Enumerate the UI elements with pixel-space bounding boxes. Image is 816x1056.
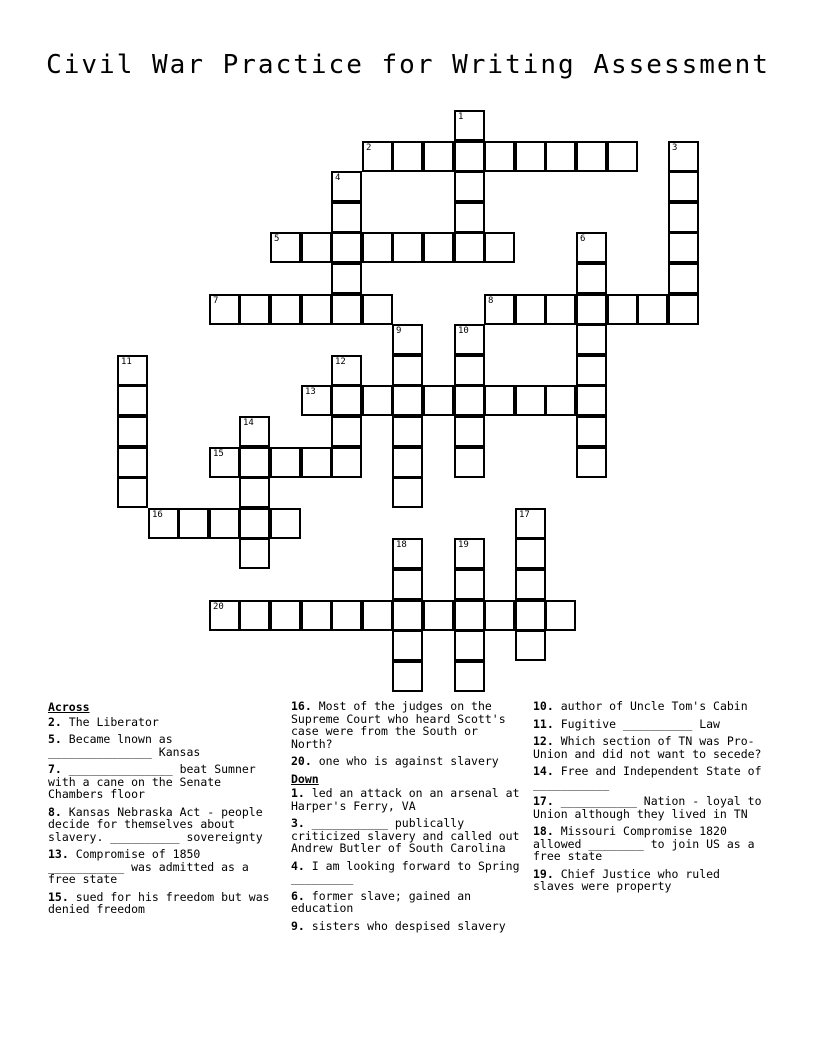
clue-across-5: 5. Became lnown as _______________ Kansas — [48, 732, 201, 759]
clue-down-10: 10. author of Uncle Tom's Cabin — [533, 699, 748, 713]
grid-cell[interactable] — [239, 538, 270, 569]
grid-cell[interactable] — [454, 661, 485, 692]
grid-cell-number: 10 — [458, 326, 469, 336]
grid-cell[interactable] — [545, 385, 576, 416]
grid-cell[interactable] — [454, 141, 485, 172]
grid-cell[interactable] — [392, 538, 423, 569]
grid-cell[interactable] — [515, 569, 546, 600]
grid-cell[interactable] — [117, 477, 148, 508]
grid-cell[interactable] — [270, 600, 301, 631]
grid-cell[interactable] — [331, 232, 362, 263]
grid-cell[interactable] — [117, 385, 148, 416]
grid-cell[interactable] — [515, 508, 546, 539]
clue-down-9: 9. sisters who despised slavery — [291, 918, 506, 933]
grid-cell-number: 11 — [121, 357, 132, 367]
grid-cell[interactable] — [515, 630, 546, 661]
grid-cell[interactable] — [301, 294, 332, 325]
grid-cell[interactable] — [239, 600, 270, 631]
grid-cell[interactable] — [301, 385, 332, 416]
clue-across-15: 15. sued for his freedom but was denied freedom — [48, 889, 270, 916]
grid-cell[interactable] — [117, 355, 148, 386]
grid-cell[interactable] — [545, 600, 576, 631]
grid-cell-number: 12 — [335, 357, 346, 367]
grid-cell[interactable] — [668, 232, 699, 263]
grid-cell-number: 9 — [396, 326, 402, 336]
grid-cell[interactable] — [454, 630, 485, 661]
grid-cell[interactable] — [117, 416, 148, 447]
grid-cell-number: 13 — [305, 387, 316, 397]
grid-cell[interactable] — [392, 477, 423, 508]
grid-cell[interactable] — [545, 141, 576, 172]
grid-cell[interactable] — [668, 294, 699, 325]
clue-down-17: 17. ___________ Nation - loyal to Union although they lived in TN — [533, 794, 762, 821]
grid-cell[interactable] — [270, 294, 301, 325]
grid-cell[interactable] — [209, 600, 240, 631]
grid-cell[interactable] — [209, 294, 240, 325]
grid-cell-number: 19 — [458, 540, 469, 550]
grid-cell[interactable] — [331, 447, 362, 478]
grid-cell[interactable] — [454, 569, 485, 600]
grid-cell[interactable] — [331, 385, 362, 416]
clue-across-2: 2. The Liberator — [48, 714, 159, 729]
clues-column-3 — [533, 700, 768, 898]
clue-down-4: 4. I am looking forward to Spring _________ — [291, 858, 520, 885]
grid-cell[interactable] — [362, 385, 393, 416]
clue-down-11: 11. Fugitive __________ Law — [533, 716, 720, 731]
clue-down-18: 18. Missouri Compromise 1820 allowed ________ to join US as a free state — [533, 824, 755, 863]
grid-cell[interactable] — [392, 141, 423, 172]
across-heading: Across — [48, 700, 90, 714]
grid-cell[interactable] — [423, 385, 454, 416]
grid-cell[interactable] — [454, 324, 485, 355]
clue-down-19: 19. Chief Justice who ruled slaves were property — [533, 866, 720, 893]
grid-cell[interactable] — [576, 324, 607, 355]
grid-cell[interactable] — [454, 202, 485, 233]
grid-cell[interactable] — [392, 385, 423, 416]
grid-cell[interactable] — [515, 600, 546, 631]
grid-cell[interactable] — [392, 447, 423, 478]
grid-cell[interactable] — [515, 141, 546, 172]
grid-cell[interactable] — [392, 630, 423, 661]
grid-cell[interactable] — [178, 508, 209, 539]
grid-cell[interactable] — [392, 324, 423, 355]
grid-cell[interactable] — [423, 232, 454, 263]
grid-cell[interactable] — [576, 385, 607, 416]
page-title: Civil War Practice for Writing Assessment — [46, 50, 770, 80]
clue-down-14: 14. Free and Independent State of ___________ — [533, 764, 762, 791]
grid-cell[interactable] — [454, 600, 485, 631]
grid-cell[interactable] — [362, 141, 393, 172]
clues-column-2 — [291, 700, 521, 937]
grid-cell[interactable] — [392, 416, 423, 447]
grid-cell-number: 8 — [488, 296, 494, 306]
grid-cell[interactable] — [331, 171, 362, 202]
grid-cell[interactable] — [331, 263, 362, 294]
grid-cell[interactable] — [515, 538, 546, 569]
grid-cell[interactable] — [484, 600, 515, 631]
grid-cell[interactable] — [209, 508, 240, 539]
down-heading: Down — [291, 771, 319, 786]
grid-cell[interactable] — [148, 508, 179, 539]
grid-cell[interactable] — [454, 385, 485, 416]
grid-cell[interactable] — [270, 508, 301, 539]
grid-cell[interactable] — [331, 355, 362, 386]
grid-cell[interactable] — [576, 263, 607, 294]
grid-cell[interactable] — [423, 600, 454, 631]
grid-cell[interactable] — [392, 569, 423, 600]
grid-cell[interactable] — [362, 600, 393, 631]
grid-cell[interactable] — [454, 538, 485, 569]
grid-cell[interactable] — [209, 447, 240, 478]
grid-cell[interactable] — [270, 447, 301, 478]
grid-cell-number: 7 — [213, 296, 219, 306]
grid-cell[interactable] — [392, 232, 423, 263]
grid-cell[interactable] — [668, 171, 699, 202]
grid-cell[interactable] — [301, 447, 332, 478]
grid-cell[interactable] — [576, 294, 607, 325]
grid-cell[interactable] — [576, 355, 607, 386]
grid-cell-number: 1 — [458, 112, 464, 122]
grid-cell[interactable] — [576, 141, 607, 172]
clue-across-20: 20. one who is against slavery — [291, 754, 499, 768]
grid-cell[interactable] — [392, 355, 423, 386]
grid-cell[interactable] — [607, 294, 638, 325]
grid-cell[interactable] — [515, 385, 546, 416]
grid-cell[interactable] — [454, 110, 485, 141]
grid-cell-number: 14 — [243, 418, 254, 428]
grid-cell[interactable] — [515, 294, 546, 325]
grid-cell[interactable] — [576, 416, 607, 447]
grid-cell[interactable] — [301, 600, 332, 631]
grid-cell[interactable] — [637, 294, 668, 325]
grid-cell[interactable] — [362, 232, 393, 263]
grid-cell[interactable] — [239, 508, 270, 539]
grid-cell[interactable] — [668, 141, 699, 172]
grid-cell[interactable] — [239, 447, 270, 478]
grid-cell[interactable] — [454, 171, 485, 202]
grid-cell[interactable] — [239, 477, 270, 508]
grid-cell[interactable] — [454, 232, 485, 263]
clue-across-8: 8. Kansas Nebraska Act - people decide for themselves about slavery. __________ sovereignty — [48, 804, 263, 844]
grid-cell[interactable] — [668, 202, 699, 233]
grid-cell[interactable] — [362, 294, 393, 325]
grid-cell[interactable] — [484, 232, 515, 263]
grid-cell[interactable] — [331, 600, 362, 631]
grid-cell-number: 5 — [274, 234, 280, 244]
grid-cell[interactable] — [454, 447, 485, 478]
grid-cell[interactable] — [484, 294, 515, 325]
grid-cell-number: 18 — [396, 540, 407, 550]
grid-cell-number: 6 — [580, 234, 586, 244]
grid-cell-number: 17 — [519, 510, 530, 520]
grid-cell-number: 15 — [213, 449, 224, 459]
grid-cell[interactable] — [331, 202, 362, 233]
grid-cell[interactable] — [392, 661, 423, 692]
clue-down-12: 12. Which section of TN was Pro-Union and did not want to secede? — [533, 734, 762, 761]
clue-across-7: 7. _______________ beat Sumner with a cane on the Senate Chambers floor — [48, 762, 256, 801]
clue-across-13: 13. Compromise of 1850 ___________ was admitted as a free state — [48, 847, 249, 886]
grid-cell[interactable] — [484, 385, 515, 416]
grid-cell[interactable] — [301, 232, 332, 263]
grid-cell[interactable] — [576, 447, 607, 478]
grid-cell[interactable] — [668, 263, 699, 294]
grid-cell[interactable] — [607, 141, 638, 172]
grid-cell[interactable] — [484, 141, 515, 172]
grid-cell-number: 20 — [213, 602, 224, 612]
grid-cell-number: 4 — [335, 173, 341, 183]
grid-cell[interactable] — [545, 294, 576, 325]
grid-cell[interactable] — [239, 294, 270, 325]
grid-cell[interactable] — [392, 600, 423, 631]
grid-cell[interactable] — [331, 294, 362, 325]
clue-down-3: 3. ___________ publically criticized slavery and called out Andrew Butler of South Carolina — [291, 816, 520, 855]
grid-cell[interactable] — [423, 141, 454, 172]
grid-cell[interactable] — [239, 416, 270, 447]
grid-cell-number: 16 — [152, 510, 163, 520]
grid-cell[interactable] — [576, 232, 607, 263]
grid-cell[interactable] — [454, 355, 485, 386]
grid-cell[interactable] — [270, 232, 301, 263]
grid-cell[interactable] — [117, 447, 148, 478]
clue-across-16: 16. Most of the judges on the Supreme Court who heard Scott's case were from the South or North? — [291, 699, 506, 751]
grid-cell[interactable] — [454, 416, 485, 447]
clues-column-1 — [48, 700, 273, 921]
grid-cell[interactable] — [331, 416, 362, 447]
clue-down-6: 6. former slave; gained an education — [291, 888, 472, 915]
grid-cell-number: 3 — [672, 143, 678, 153]
clue-down-1: 1. led an attack on an arsenal at Harper's Ferry, VA — [291, 786, 520, 813]
grid-cell-number: 2 — [366, 143, 372, 153]
